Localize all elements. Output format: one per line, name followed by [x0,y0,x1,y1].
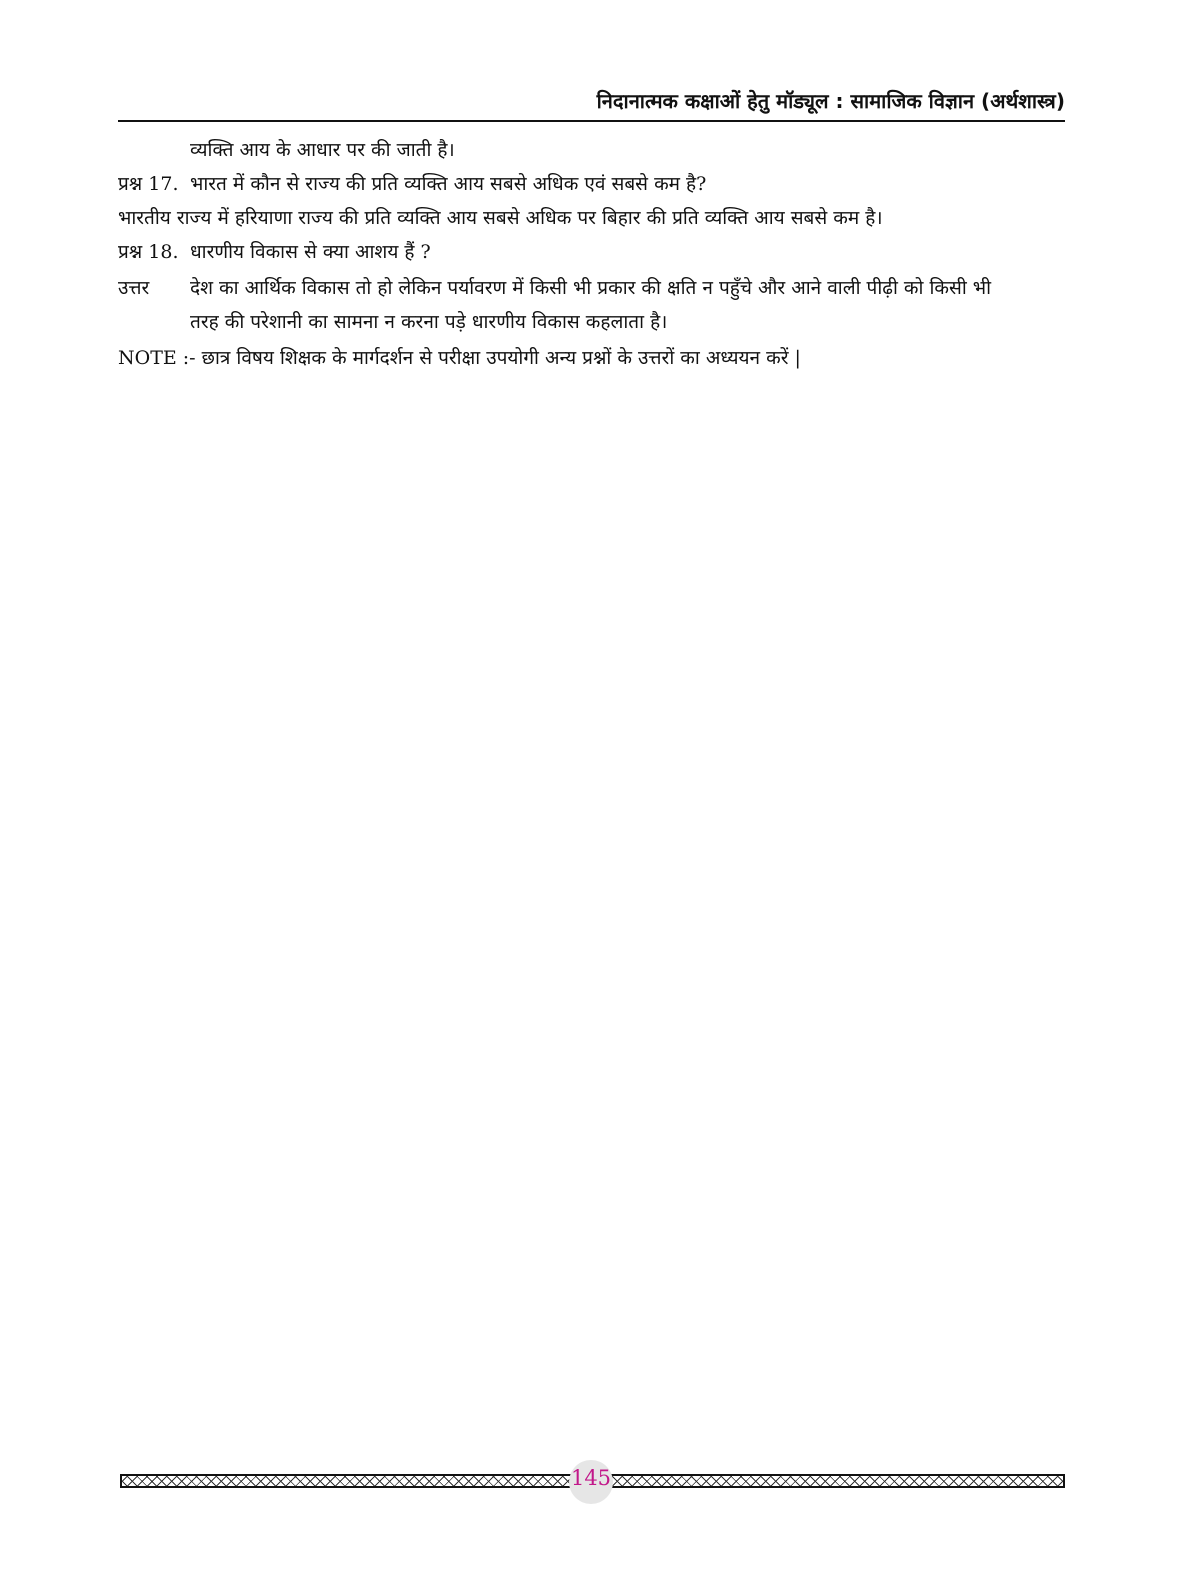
answer-18-line2: तरह की परेशानी का सामना न करना पड़े धारणीय विकास कहलाता है। [190,311,668,333]
answer-18-label: उत्तर [118,277,150,299]
page-number: 145 [570,1466,612,1490]
question-18-label: प्रश्न 18. [118,241,179,263]
header-divider [118,120,1065,122]
question-17-text: भारत में कौन से राज्य की प्रति व्यक्ति आय सबसे अधिक एवं सबसे कम है? [190,173,707,195]
answer-18-line1: देश का आर्थिक विकास तो हो लेकिन पर्यावरण में किसी भी प्रकार की क्षति न पहुँचे और आने वाली पीढ़ी को किसी भी [190,277,992,299]
answer-17-text: भारतीय राज्य में हरियाणा राज्य की प्रति व्यक्ति आय सबसे अधिक पर बिहार की प्रति व्यक्ति आय सबसे कम है। [118,207,883,229]
question-18-text: धारणीय विकास से क्या आशय हैं ? [190,241,431,263]
continuation-line: व्यक्ति आय के आधार पर की जाती है। [190,139,455,161]
page-header-title: निदानात्मक कक्षाओं हेतु मॉड्यूल : सामाजिक विज्ञान (अर्थशास्त्र) [596,89,1065,113]
note-text: NOTE :- छात्र विषय शिक्षक के मार्गदर्शन से परीक्षा उपयोगी अन्य प्रश्नों के उत्तरों का अध्ययन करें | [118,347,801,369]
page-footer [120,1466,1065,1492]
question-17-label: प्रश्न 17. [118,173,179,195]
